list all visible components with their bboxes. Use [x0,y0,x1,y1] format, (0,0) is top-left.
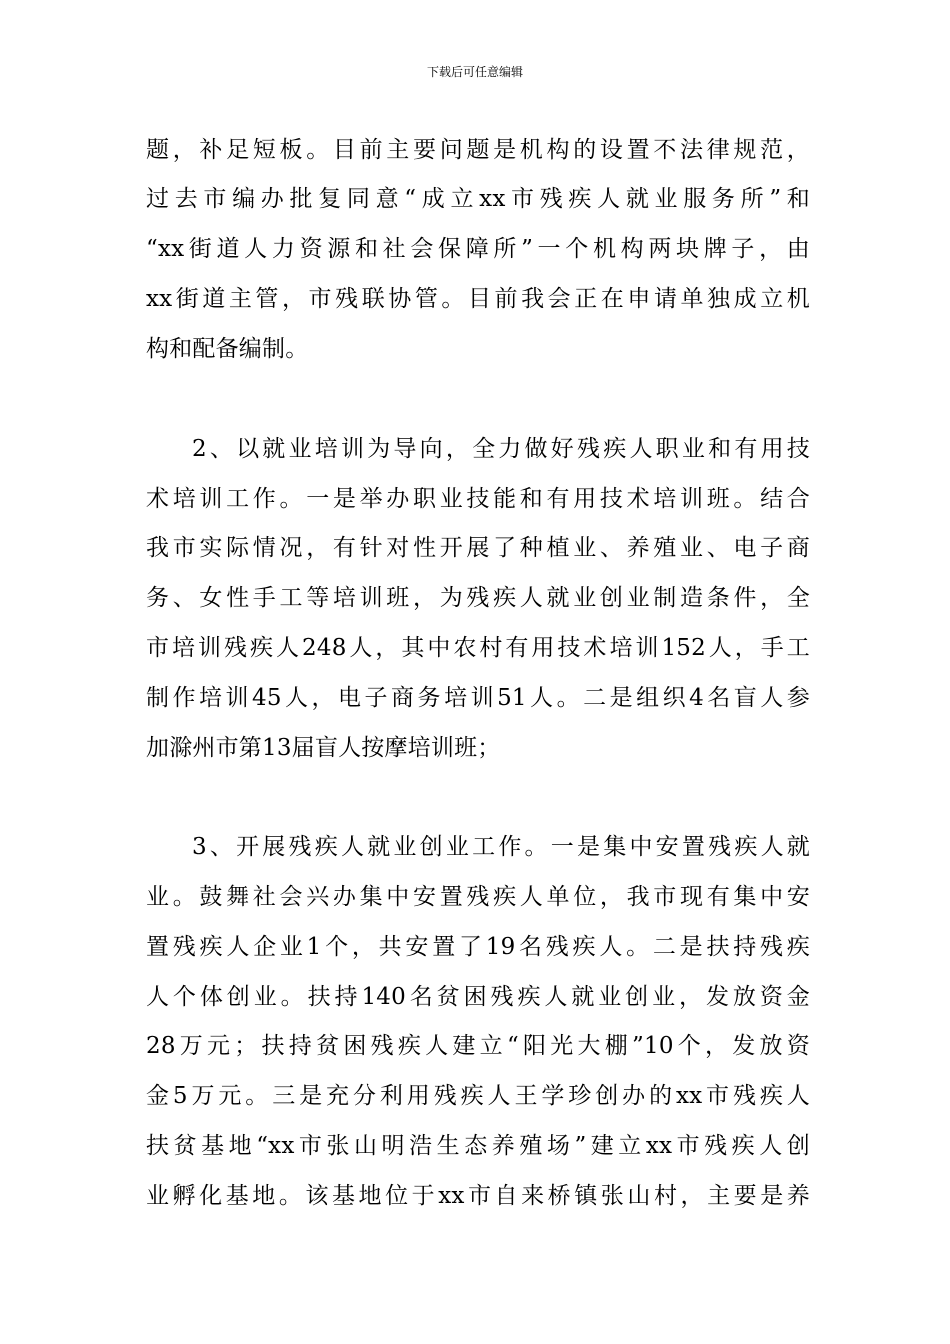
paragraph-1-line-3: “xx街道人力资源和社会保障所”一个机构两块牌子，由 [146,236,810,262]
paragraph-2-line-7: 加滁州市第13届盲人按摩培训班； [146,735,501,761]
paragraph-2-line-6: 制作培训45人，电子商务培训51人。二是组织4名盲人参 [146,685,810,711]
paragraph-1-line-5: 构和配备编制。 [146,336,309,362]
paragraph-1-line-1: 题，补足短板。目前主要问题是机构的设置不法律规范， [146,137,810,163]
paragraph-3-line-6: 金5万元。三是充分利用残疾人王学珍创办的xx市残疾人 [146,1083,810,1109]
paragraph-1-line-2: 过去市编办批复同意“成立xx市残疾人就业服务所”和 [146,186,810,212]
paragraph-2-line-2: 术培训工作。一是举办职业技能和有用技术培训班。结合 [146,486,810,512]
paragraph-2-line-4: 务、女性手工等培训班，为残疾人就业创业制造条件，全 [146,585,810,611]
paragraph-2-line-3: 我市实际情况，有针对性开展了种植业、养殖业、电子商 [146,535,810,561]
paragraph-3-line-7: 扶贫基地“xx市张山明浩生态养殖场”建立xx市残疾人创 [146,1133,810,1159]
paragraph-3-line-4: 人个体创业。扶持140名贫困残疾人就业创业，发放资金 [146,984,810,1010]
page-header: 下载后可任意编辑 [426,65,523,79]
paragraph-2-line-1: 2、以就业培训为导向，全力做好残疾人职业和有用技 [192,436,810,462]
paragraph-3-line-2: 业。鼓舞社会兴办集中安置残疾人单位，我市现有集中安 [146,884,810,910]
paragraph-3-line-8: 业孵化基地。该基地位于xx市自来桥镇张山村，主要是养 [146,1183,810,1209]
paragraph-3-line-1: 3、开展残疾人就业创业工作。一是集中安置残疾人就 [192,834,810,860]
paragraph-2-line-5: 市培训残疾人248人，其中农村有用技术培训152人，手工 [146,635,810,661]
paragraph-3-line-5: 28万元；扶持贫困残疾人建立“阳光大棚”10个，发放资 [146,1033,810,1059]
paragraph-1-line-4: xx街道主管，市残联协管。目前我会正在申请单独成立机 [146,286,810,312]
paragraph-3-line-3: 置残疾人企业1个，共安置了19名残疾人。二是扶持残疾 [146,934,810,960]
